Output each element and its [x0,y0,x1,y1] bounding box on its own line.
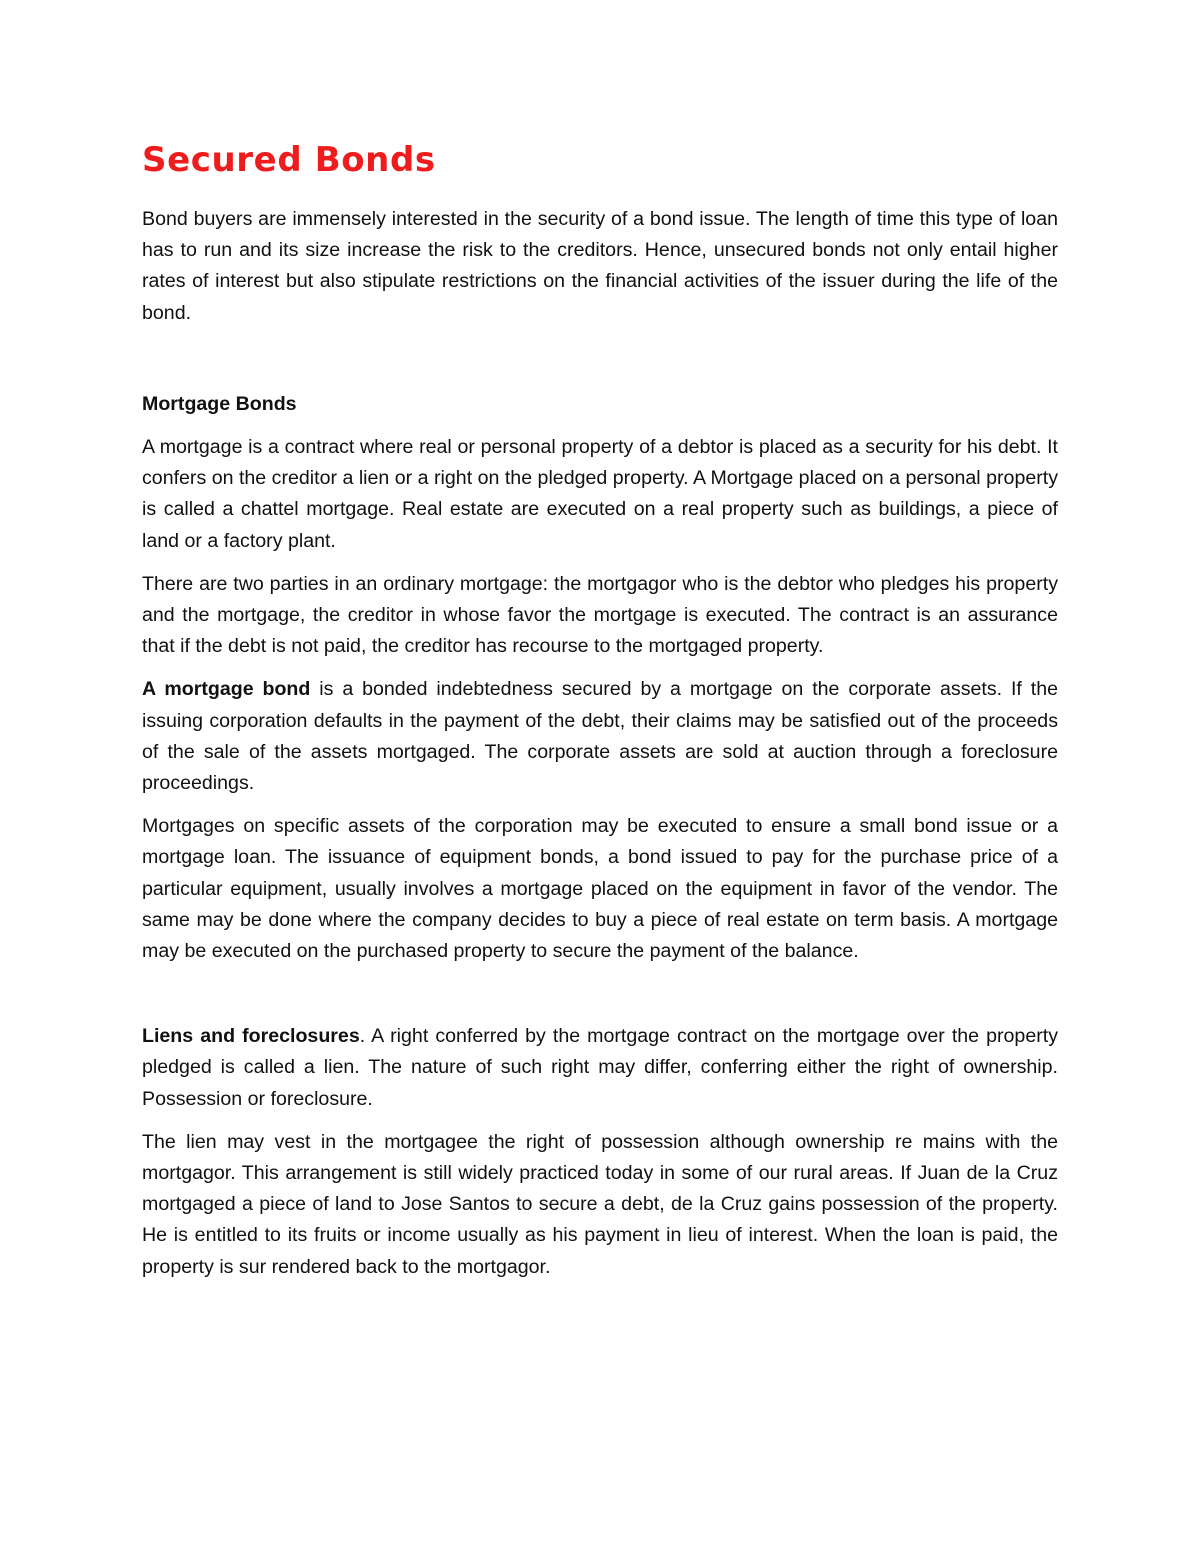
mortgage-parties-paragraph: There are two parties in an ordinary mortgage: the mortgagor who is the debtor who pledges his property and the mortgage, the creditor in whose favor the mortgage is executed. The contract is an assurance that if the debt is not paid, the creditor has recourse to the mortgaged property. [142,572,1058,658]
section-spacer [142,979,1058,1021]
mortgage-bond-term: A mortgage bond [142,678,311,701]
liens-foreclosures-term: Liens and foreclosures [142,1025,360,1048]
mortgage-definition-paragraph: A mortgage is a contract where real or personal property of a debtor is placed as a security for his debt. It confers on the creditor a lien or a right on the pledged property. A Mortgage placed on a personal property is called a chattel mortgage. Real estate are executed on a real property such as buildings, a piece of land or a factory plant. [142,436,1058,552]
mortgage-bonds-heading: Mortgage Bonds [142,392,297,415]
mortgage-bond-text: is a bonded indebtedness secured by a mortgage on the corporate assets. If the issuing corporation defaults in the payment of the debt, their claims may be satisfied out of the proceeds of the sale of the assets mortgaged. The corporate assets are sold at auction through a foreclosure proceedings. [142,678,1058,795]
possession-lien-paragraph: The lien may vest in the mortgagee the right of possession although ownership re mains with the mortgagor. This arrangement is still widely practiced today in some of our rural areas. If Juan de la Cruz mortgaged a piece of land to Jose Santos to secure a debt, de la Cruz gains possession of the property. He is entitled to its fruits or income usually as his payment in lieu of interest. When the loan is paid, the property is sur rendered back to the mortgagor. [142,1130,1058,1278]
liens-foreclosures-text: . A right conferred by the mortgage contract on the mortgage over the property pledged is called a lien. The nature of such right may differ, conferring either the right of ownership. Possession or foreclosure. [142,1025,1058,1110]
specific-assets-paragraph: Mortgages on specific assets of the corporation may be executed to ensure a small bond issue or a mortgage loan. The issuance of equipment bonds, a bond issued to pay for the purchase price of a particular equipment, usually involves a mortgage placed on the equipment in favor of the vendor. The same may be done where the company decides to buy a piece of real estate on term basis. A mortgage may be executed on the purchased property to secure the payment of the balance. [142,815,1058,963]
mortgage-bond-paragraph [142,674,1058,799]
liens-foreclosures-paragraph [142,1021,1058,1115]
intro-paragraph: Bond buyers are immensely interested in the security of a bond issue. The length of time this type of loan has to run and its size increase the risk to the creditors. Hence, unsecured bonds not only entail higher rates of interest but also stipulate restrictions on the financial activities of the issuer during the life of the bond. [142,208,1058,324]
document-content [142,138,1058,1295]
section-spacer [142,341,1058,389]
document-title: Secured Bonds [142,140,436,180]
